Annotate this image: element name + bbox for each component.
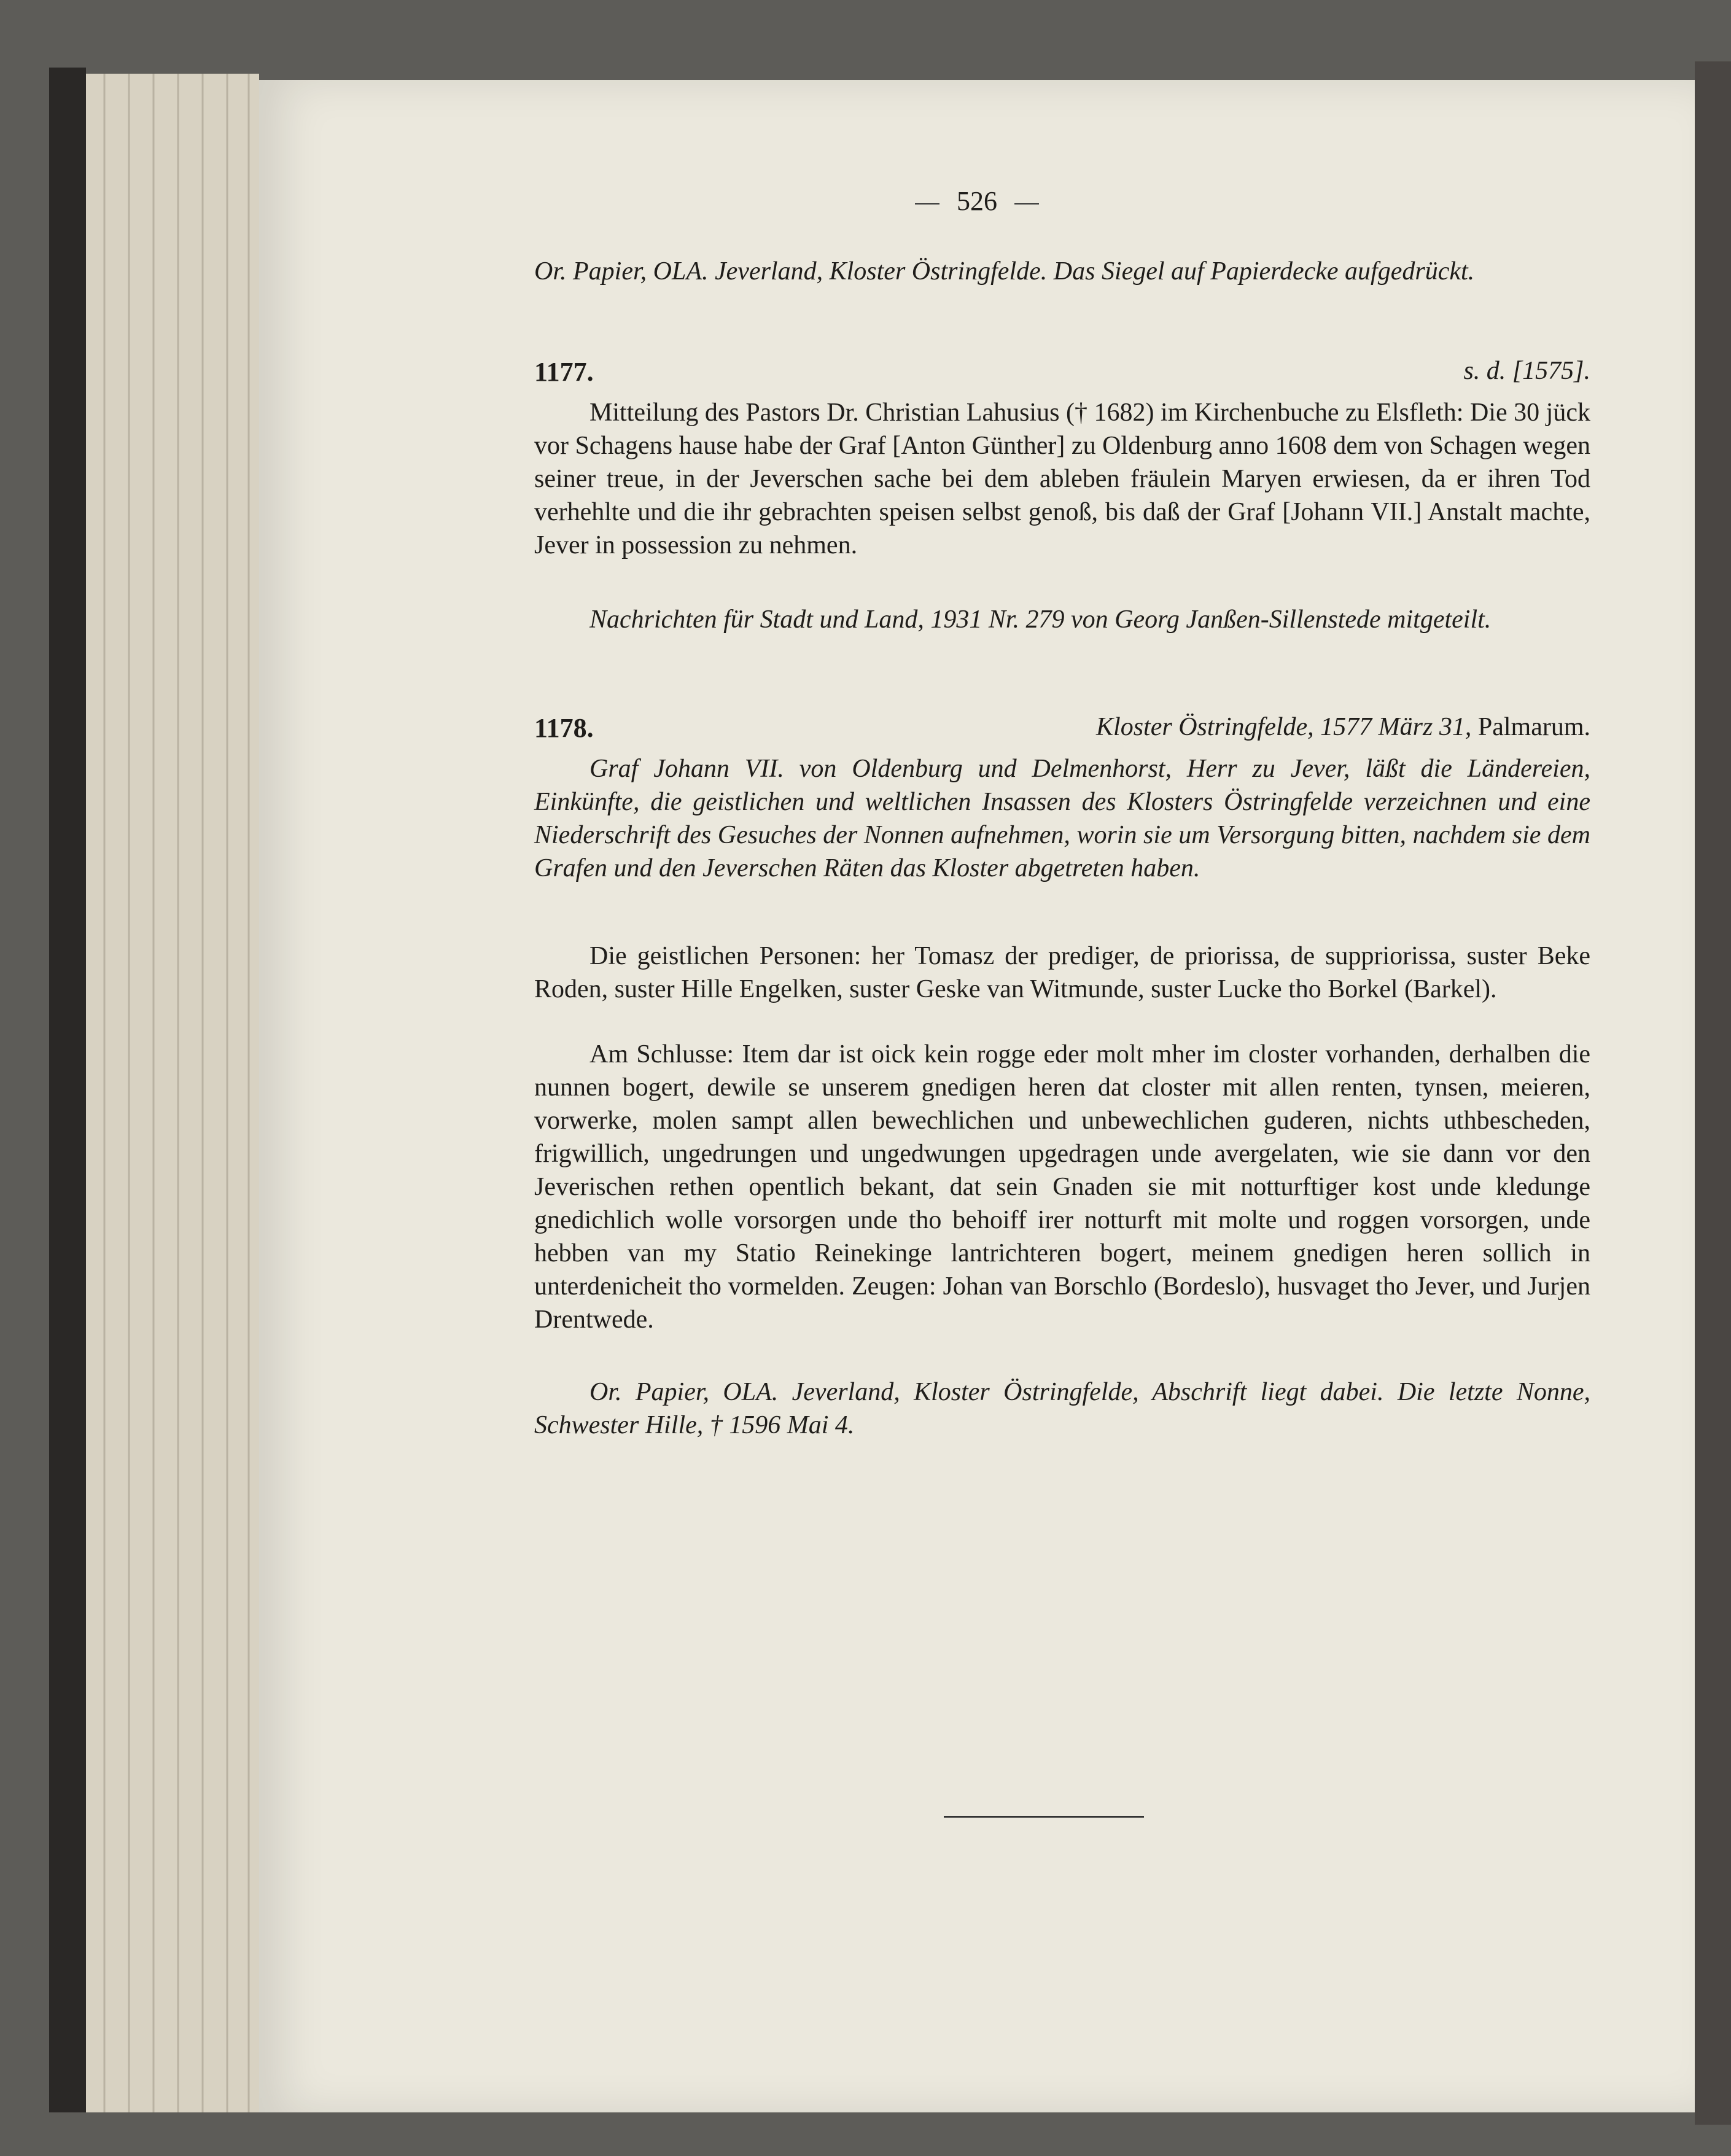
doc-1177-date: s. d. [1575].	[1463, 357, 1590, 385]
doc-1178-regest: Graf Johann VII. von Oldenburg und Delmenhorst, Herr zu Jever, läßt die Ländereien, Einkünfte, die geistlichen und weltlichen Insassen des Klosters Östringfelde verzeichnen und eine Niederschrift des Gesuches der Nonnen aufnehmen, worin sie um Versorgung bitten, nachdem sie dem Grafen und den Jeverschen Räten das Kloster abgetreten haben.	[534, 755, 1590, 882]
page-edges	[86, 74, 259, 2112]
book-spine	[49, 68, 86, 2112]
previous-doc-source: Or. Papier, OLA. Jeverland, Kloster Östringfelde. Das Siegel auf Papierdecke aufgedrückt.	[534, 257, 1475, 286]
dash-right	[1014, 203, 1039, 204]
doc-1177-source: Nachrichten für Stadt und Land, 1931 Nr. 279 von Georg Janßen-Sillenstede mitgeteilt.	[589, 605, 1492, 634]
book-page	[259, 80, 1695, 2112]
doc-1177-number: 1177.	[534, 357, 594, 387]
doc-1177-body: Mitteilung des Pastors Dr. Christian Lahusius († 1682) im Kirchenbuche zu Elsfleth: Die 30 jück vor Schagens hause habe der Graf [Anton Günther] zu Oldenburg anno 1608 dem von Schagen wegen seiner treue, in der Jeverschen sache bei dem ableben fräulein Maryen erwiesen, da er ihren Tod verhehlte und die ihr gebrachten speisen selbst genoß, bis daß der Graf [Johann VII.] Anstalt machte, Jever in possession zu nehmen.	[534, 399, 1590, 559]
doc-1178-feast: Palmarum.	[1477, 713, 1590, 741]
doc-1178-source: Or. Papier, OLA. Jeverland, Kloster Östringfelde, Abschrift liegt dabei. Die letzte Nonne, Schwester Hille, † 1596 Mai 4.	[534, 1378, 1590, 1439]
dash-left	[915, 203, 939, 204]
right-edge	[1695, 61, 1731, 2125]
end-rule	[944, 1816, 1144, 1818]
page-number: 526	[957, 186, 997, 216]
doc-1178-place-date: Kloster Östringfelde, 1577 März 31,	[1096, 713, 1472, 741]
doc-1178-persons: Die geistlichen Personen: her Tomasz der prediger, de priorissa, de suppriorissa, suster Beke Roden, suster Hille Engelken, suster Geske van Witmunde, suster Lucke tho Borkel (Barkel).	[534, 942, 1590, 1003]
doc-1178-dateline	[935, 712, 1590, 742]
doc-1178-text: Am Schlusse: Item dar ist oick kein rogge eder molt mher im closter vorhanden, derhalben die nunnen bogert, dewile se unserem gnedigen heren dat closter mit allen renten, tynsen, meieren, vorwerke, molen sampt allen bewechlichen und unbewechlichen guderen, nichts uthbescheden, frigwillich, ungedrungen und ungedwungen upgedragen unde avergelaten, wie sie dann vor den Jeverischen rethen opentlich bekant, dat sein Gnaden sie mit notturftiger kost unde kledunge gnedichlich wolle vorsorgen unde tho behoiff irer notturft mit molte und roggen vorsorgen, unde hebben van my Statio Reinekinge lantrichteren bogert, meinem gnedigen heren sollich in unterdenicheit tho vormelden. Zeugen: Johan van Borschlo (Bordeslo), husvaget tho Jever, und Jurjen Drentwede.	[534, 1040, 1590, 1334]
doc-1178-number: 1178.	[534, 713, 594, 743]
page-number-line	[259, 185, 1695, 217]
